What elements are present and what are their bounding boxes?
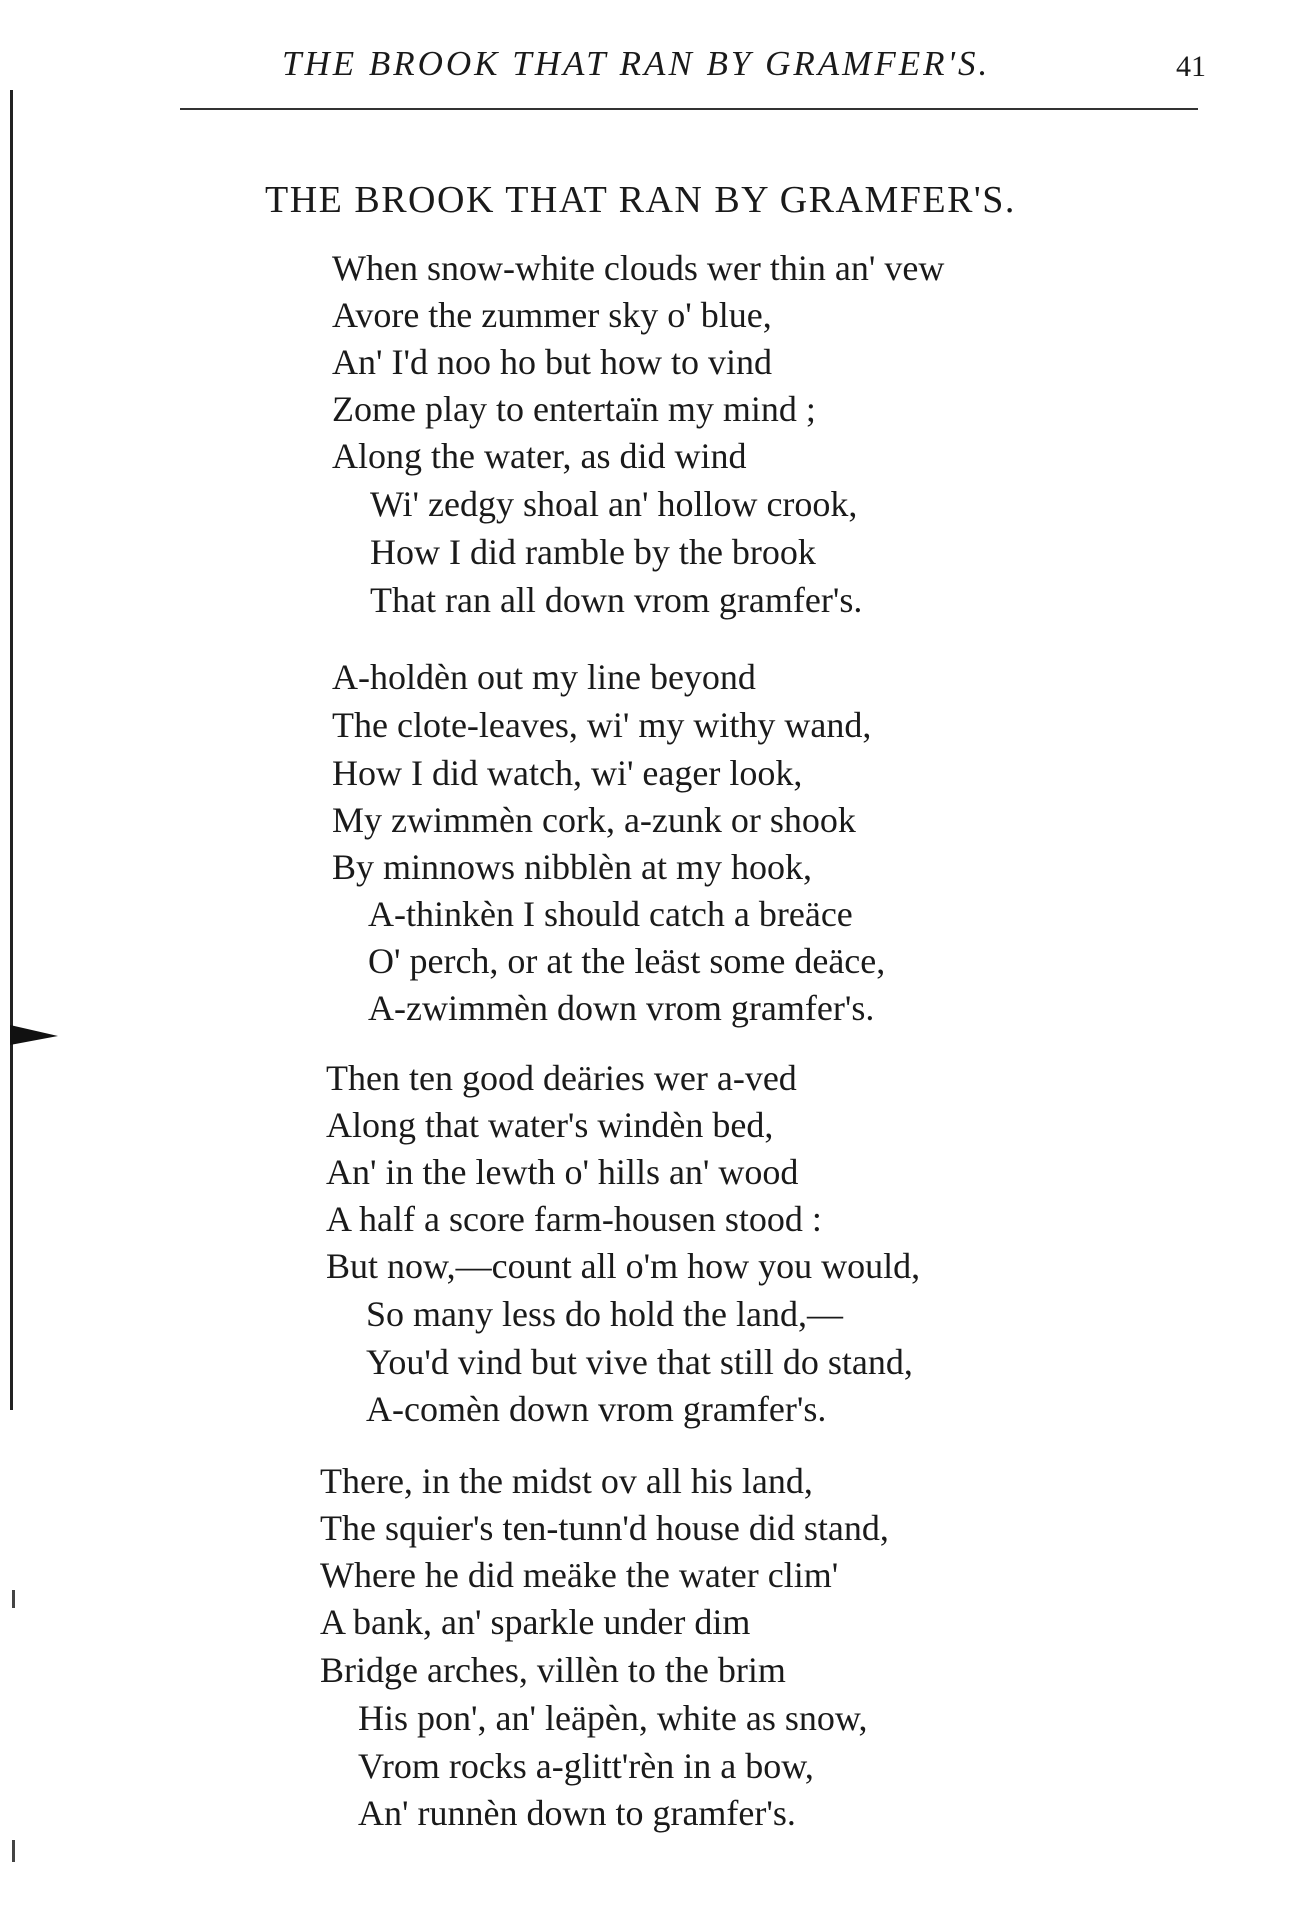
poem-title: THE BROOK THAT RAN BY GRAMFER'S. <box>265 179 1016 221</box>
poem-line: An' in the lewth o' hills an' wood <box>326 1152 799 1192</box>
poem-line: An' I'd noo ho but how to vind <box>332 342 772 382</box>
poem-line: By minnows nibblèn at my hook, <box>332 847 812 887</box>
poem-line: Zome play to entertaïn my mind ; <box>332 389 816 429</box>
poem-line: A-holdèn out my line beyond <box>332 657 756 697</box>
poem-line: A half a score farm-housen stood : <box>326 1199 822 1239</box>
poem-line: There, in the midst ov all his land, <box>320 1461 813 1501</box>
poem-line: Bridge arches, villèn to the brim <box>320 1650 786 1690</box>
poem-line: When snow-white clouds wer thin an' vew <box>332 248 945 288</box>
poem-line: Vrom rocks a-glitt'rèn in a bow, <box>358 1746 814 1786</box>
poem-line: Then ten good deäries wer a-ved <box>326 1058 797 1098</box>
poem-line: So many less do hold the land,— <box>366 1294 843 1334</box>
poem-line: A-thinkèn I should catch a breäce <box>368 894 853 934</box>
poem-line: An' runnèn down to gramfer's. <box>358 1793 796 1833</box>
poem-line: A-zwimmèn down vrom gramfer's. <box>368 988 875 1028</box>
poem-line: My zwimmèn cork, a-zunk or shook <box>332 800 856 840</box>
poem-line: Avore the zummer sky o' blue, <box>332 295 772 335</box>
poem-line: Along that water's windèn bed, <box>326 1105 774 1145</box>
poem-line: A-comèn down vrom gramfer's. <box>366 1389 827 1429</box>
margin-speck <box>12 1590 15 1608</box>
margin-mark <box>10 1025 58 1045</box>
poem-line: Where he did meäke the water clim' <box>320 1555 839 1595</box>
poem-line: But now,—count all o'm how you would, <box>326 1246 921 1286</box>
poem-line: Along the water, as did wind <box>332 436 747 476</box>
page-number: 41 <box>1176 50 1206 83</box>
header-rule <box>180 108 1198 110</box>
poem-line: O' perch, or at the leäst some deäce, <box>368 941 886 981</box>
poem-line: His pon', an' leäpèn, white as snow, <box>358 1698 868 1738</box>
poem-line: How I did watch, wi' eager look, <box>332 753 803 793</box>
poem-line: The clote-leaves, wi' my withy wand, <box>332 705 872 745</box>
poem-line: That ran all down vrom gramfer's. <box>370 580 863 620</box>
poem-line: You'd vind but vive that still do stand, <box>366 1342 913 1382</box>
running-head-title: THE BROOK THAT RAN BY GRAMFER'S. <box>282 44 991 83</box>
poem-line: The squier's ten-tunn'd house did stand, <box>320 1508 889 1548</box>
poem-line: How I did ramble by the brook <box>370 532 816 572</box>
poem-line: Wi' zedgy shoal an' hollow crook, <box>370 484 858 524</box>
margin-speck <box>12 1840 15 1862</box>
running-head <box>0 44 1299 90</box>
page-binding-edge <box>10 90 13 1410</box>
poem-line: A bank, an' sparkle under dim <box>320 1602 751 1642</box>
